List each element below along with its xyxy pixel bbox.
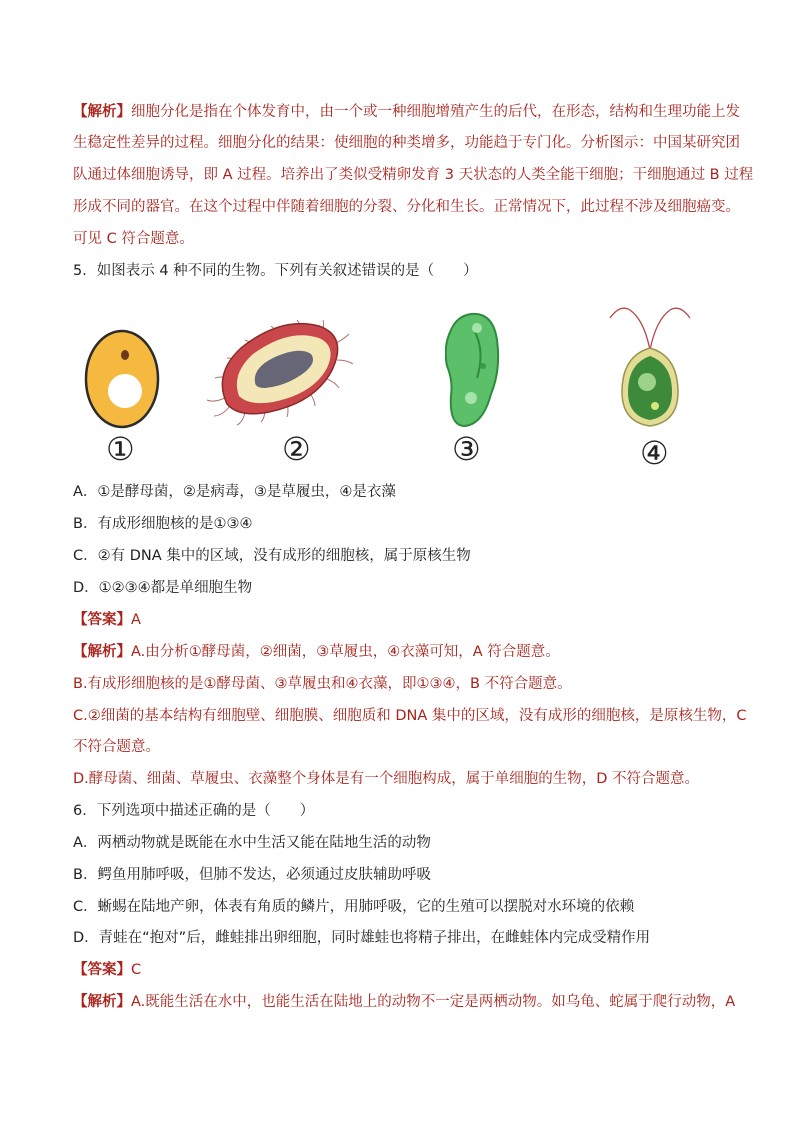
analysis-prev-line-5: 可见 C 符合题意。 [73, 231, 194, 247]
q5-option-c: C．②有 DNA 集中的区域，没有成形的细胞核，属于原核生物 [73, 548, 471, 564]
paramecium-illustration [445, 308, 505, 432]
q5-analysis-line-2: B.有成形细胞核的是①酵母菌、③草履虫和④衣藻，即①③④，B 不符合题意。 [73, 676, 572, 692]
bacterium-illustration [205, 316, 355, 426]
figure-label-2: ② [282, 430, 311, 468]
q5-answer: 【答案】A [73, 612, 141, 628]
q6-answer: 【答案】C [73, 962, 142, 978]
q6-option-b: B．鳄鱼用肺呼吸，但肺不发达，必须通过皮肤辅助呼吸 [73, 867, 431, 883]
q5-figure [60, 300, 740, 475]
q5-analysis-line-3: C.②细菌的基本结构有细胞壁、细胞膜、细胞质和 DNA 集中的区域，没有成形的细胞核，是原核生物，C [73, 708, 747, 724]
figure-label-3: ③ [452, 430, 481, 468]
yeast-illustration [82, 328, 162, 430]
q5-analysis-line-5: D.酵母菌、细菌、草履虫、衣藻整个身体是有一个细胞构成，属于单细胞的生物，D 不符合题意。 [73, 771, 700, 787]
q5-analysis-line-1: 【解析】A.由分析①酵母菌，②细菌，③草履虫，④衣藻可知，A 符合题意。 [73, 644, 560, 660]
figure-label-1: ① [106, 430, 135, 468]
analysis-prev-line-2: 生稳定性差异的过程。细胞分化的结果：使细胞的种类增多，功能趋于专门化。分析图示：中国某研究团 [73, 135, 740, 151]
q6-option-d: D．青蛙在“抱对”后，雌蛙排出卵细胞，同时雄蛙也将精子排出，在雌蛙体内完成受精作用 [73, 930, 651, 946]
q6-stem: 6．下列选项中描述正确的是（ ） [73, 803, 315, 819]
q5-stem: 5．如图表示 4 种不同的生物。下列有关叙述错误的是（ ） [73, 263, 478, 279]
chlamydomonas-illustration [595, 300, 705, 430]
q6-option-a: A．两栖动物就是既能在水中生活又能在陆地生活的动物 [73, 835, 431, 851]
analysis-prev-line-4: 形成不同的器官。在这个过程中伴随着细胞的分裂、分化和生长。正常情况下，此过程不涉及细胞癌变。 [73, 199, 740, 215]
analysis-prev-line-3: 队通过体细胞诱导，即 A 过程。培养出了类似受精卵发育 3 天状态的人类全能干细胞；干细胞通过 B 过程 [73, 167, 754, 183]
q5-option-b: B．有成形细胞核的是①③④ [73, 516, 253, 532]
q5-option-a: A．①是酵母菌，②是病毒，③是草履虫，④是衣藻 [73, 484, 396, 500]
q5-option-d: D．①②③④都是单细胞生物 [73, 580, 253, 596]
q5-analysis-line-4: 不符合题意。 [73, 739, 160, 755]
analysis-prev-line-1: 【解析】细胞分化是指在个体发育中，由一个或一种细胞增殖产生的后代，在形态，结构和生理功能上发 [73, 104, 740, 120]
q6-analysis-line-1: 【解析】A.既能生活在水中，也能生活在陆地上的动物不一定是两栖动物。如乌龟、蛇属于爬行动物，A [73, 994, 736, 1010]
q6-option-c: C．蜥蜴在陆地产卵，体表有角质的鳞片，用肺呼吸，它的生殖可以摆脱对水环境的依赖 [73, 899, 635, 915]
figure-label-4: ④ [640, 434, 669, 472]
